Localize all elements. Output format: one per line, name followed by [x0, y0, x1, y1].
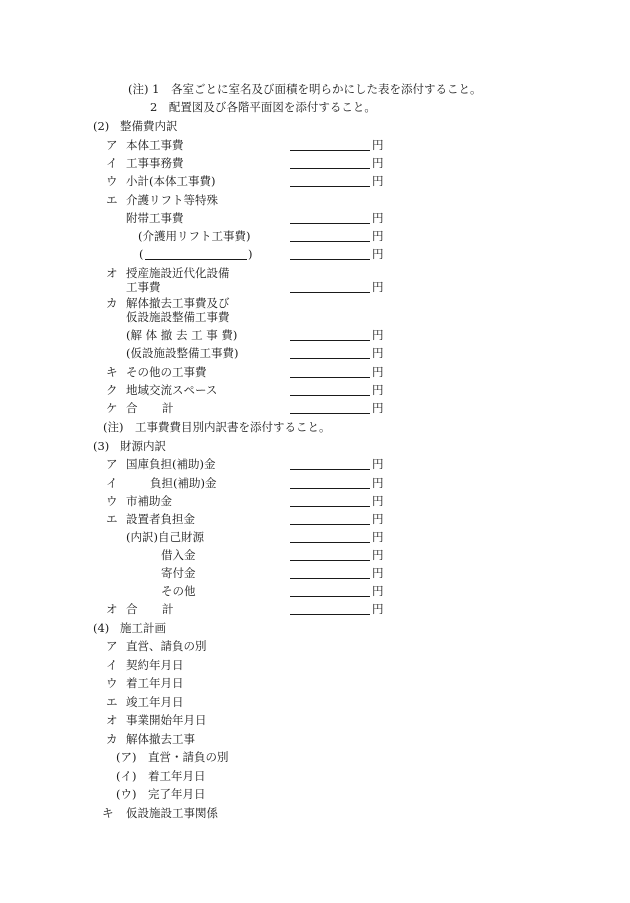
detail-label: その他 [161, 584, 196, 598]
yen-unit: 円 [372, 138, 384, 152]
item-label: 国庫負担(補助)金 [126, 457, 216, 471]
sub-item-label: 着工年月日 [148, 769, 206, 783]
item-label-line1: 介護リフト等特殊 [126, 193, 218, 207]
item-mark: エ [106, 512, 118, 526]
note-line-1: (注) 1 各室ごとに室名及び面積を明らかにした表を添付すること。 [128, 82, 482, 96]
amount-blank [290, 223, 370, 224]
amount-blank [290, 186, 370, 187]
amount-blank [290, 377, 370, 378]
yen-unit: 円 [372, 602, 384, 616]
note-line-2: 2 配置図及び各階平面図を添付すること。 [150, 100, 376, 114]
item-mark: ク [106, 383, 118, 397]
item-label: 竣工年月日 [126, 695, 184, 709]
yen-unit: 円 [372, 530, 384, 544]
item-label-line1: 授産施設近代化設備 [126, 266, 230, 280]
item-label: 仮設施設工事関係 [126, 806, 218, 820]
item-label: 事業開始年月日 [126, 713, 207, 727]
section2-number: (2) [93, 119, 110, 133]
yen-unit: 円 [372, 328, 384, 342]
item-label: 契約年月日 [126, 658, 184, 672]
yen-unit: 円 [372, 211, 384, 225]
amount-blank [290, 413, 370, 414]
detail-label: 借入金 [161, 548, 196, 562]
section4-title: 施工計画 [120, 621, 166, 635]
section2-note: (注) 工事費費目別内訳書を添付すること。 [103, 420, 331, 434]
yen-unit: 円 [372, 476, 384, 490]
amount-blank [290, 358, 370, 359]
sub-label: (介護用リフト工事費) [138, 229, 251, 243]
item-label: 着工年月日 [126, 676, 184, 690]
amount-blank [290, 241, 370, 242]
item-mark: イ [106, 658, 118, 672]
item-mark: オ [106, 713, 118, 727]
detail-label: 寄付金 [161, 566, 196, 580]
item-mark: ア [106, 457, 118, 471]
item-label-line2: 工事費 [126, 280, 161, 294]
sub-item-label: 完了年月日 [148, 787, 206, 801]
sub-label: (解 体 撤 去 工 事 費) [126, 328, 238, 342]
yen-unit: 円 [372, 457, 384, 471]
amount-blank [290, 469, 370, 470]
item-mark: キ [102, 806, 114, 820]
yen-unit: 円 [372, 346, 384, 360]
item-label: 地域交流スペース [126, 383, 218, 397]
yen-unit: 円 [372, 229, 384, 243]
yen-unit: 円 [372, 247, 384, 261]
section4-number: (4) [93, 621, 110, 635]
amount-blank [290, 168, 370, 169]
item-mark: カ [106, 732, 118, 746]
item-mark: ウ [106, 676, 118, 690]
yen-unit: 円 [372, 584, 384, 598]
section3-number: (3) [93, 439, 110, 453]
detail-label: (内訳)自己財源 [126, 530, 204, 544]
yen-unit: 円 [372, 401, 384, 415]
item-label-line2: 附帯工事費 [126, 211, 184, 225]
item-mark: オ [106, 266, 118, 280]
total-label-b: 計 [162, 401, 174, 415]
item-mark: オ [106, 602, 118, 616]
item-mark: エ [106, 695, 118, 709]
yen-unit: 円 [372, 174, 384, 188]
item-label: 解体撤去工事 [126, 732, 195, 746]
item-label: 本体工事費 [126, 138, 184, 152]
section3-title: 財源内訳 [120, 439, 166, 453]
amount-blank [290, 150, 370, 151]
item-label: その他の工事費 [126, 365, 207, 379]
amount-blank [290, 560, 370, 561]
total-label-a: 合 [126, 401, 138, 415]
item-mark: ア [106, 138, 118, 152]
sub-item-mark: (ア) [116, 750, 137, 764]
paren-close: ) [248, 247, 253, 261]
amount-blank [290, 596, 370, 597]
sub-item-mark: (ウ) [116, 787, 137, 801]
item-label-line2: 仮設施設整備工事費 [126, 310, 230, 324]
amount-blank [290, 542, 370, 543]
item-label: 負担(補助)金 [150, 476, 217, 490]
amount-blank [290, 395, 370, 396]
sub-label: (仮設施設整備工事費) [126, 346, 239, 360]
sub-item-mark: (イ) [116, 769, 137, 783]
amount-blank [290, 292, 370, 293]
sub-item-label: 直営・請負の別 [148, 750, 229, 764]
item-label: 市補助金 [126, 494, 172, 508]
item-label: 設置者負担金 [126, 512, 195, 526]
amount-blank [290, 578, 370, 579]
yen-unit: 円 [372, 365, 384, 379]
amount-blank [290, 488, 370, 489]
item-mark: ウ [106, 174, 118, 188]
paren-open: ( [139, 247, 144, 261]
item-mark: ケ [106, 401, 118, 415]
section2-title: 整備費内訳 [120, 119, 178, 133]
item-label: 小計(本体工事費) [126, 174, 216, 188]
yen-unit: 円 [372, 512, 384, 526]
yen-unit: 円 [372, 156, 384, 170]
amount-blank [290, 506, 370, 507]
yen-unit: 円 [372, 566, 384, 580]
item-mark: エ [106, 193, 118, 207]
yen-unit: 円 [372, 494, 384, 508]
total-label-b: 計 [162, 602, 174, 616]
amount-blank [290, 340, 370, 341]
yen-unit: 円 [372, 280, 384, 294]
item-label: 直営、請負の別 [126, 639, 207, 653]
amount-blank [290, 259, 370, 260]
item-mark: キ [106, 365, 118, 379]
item-mark: イ [106, 476, 118, 490]
amount-blank [290, 614, 370, 615]
total-label-a: 合 [126, 602, 138, 616]
item-mark: カ [106, 296, 118, 310]
item-label: 工事事務費 [126, 156, 184, 170]
amount-blank [290, 524, 370, 525]
paren-blank-line [145, 259, 247, 260]
yen-unit: 円 [372, 548, 384, 562]
item-mark: ア [106, 639, 118, 653]
yen-unit: 円 [372, 383, 384, 397]
item-label-line1: 解体撤去工事費及び [126, 296, 230, 310]
item-mark: イ [106, 156, 118, 170]
item-mark: ウ [106, 494, 118, 508]
